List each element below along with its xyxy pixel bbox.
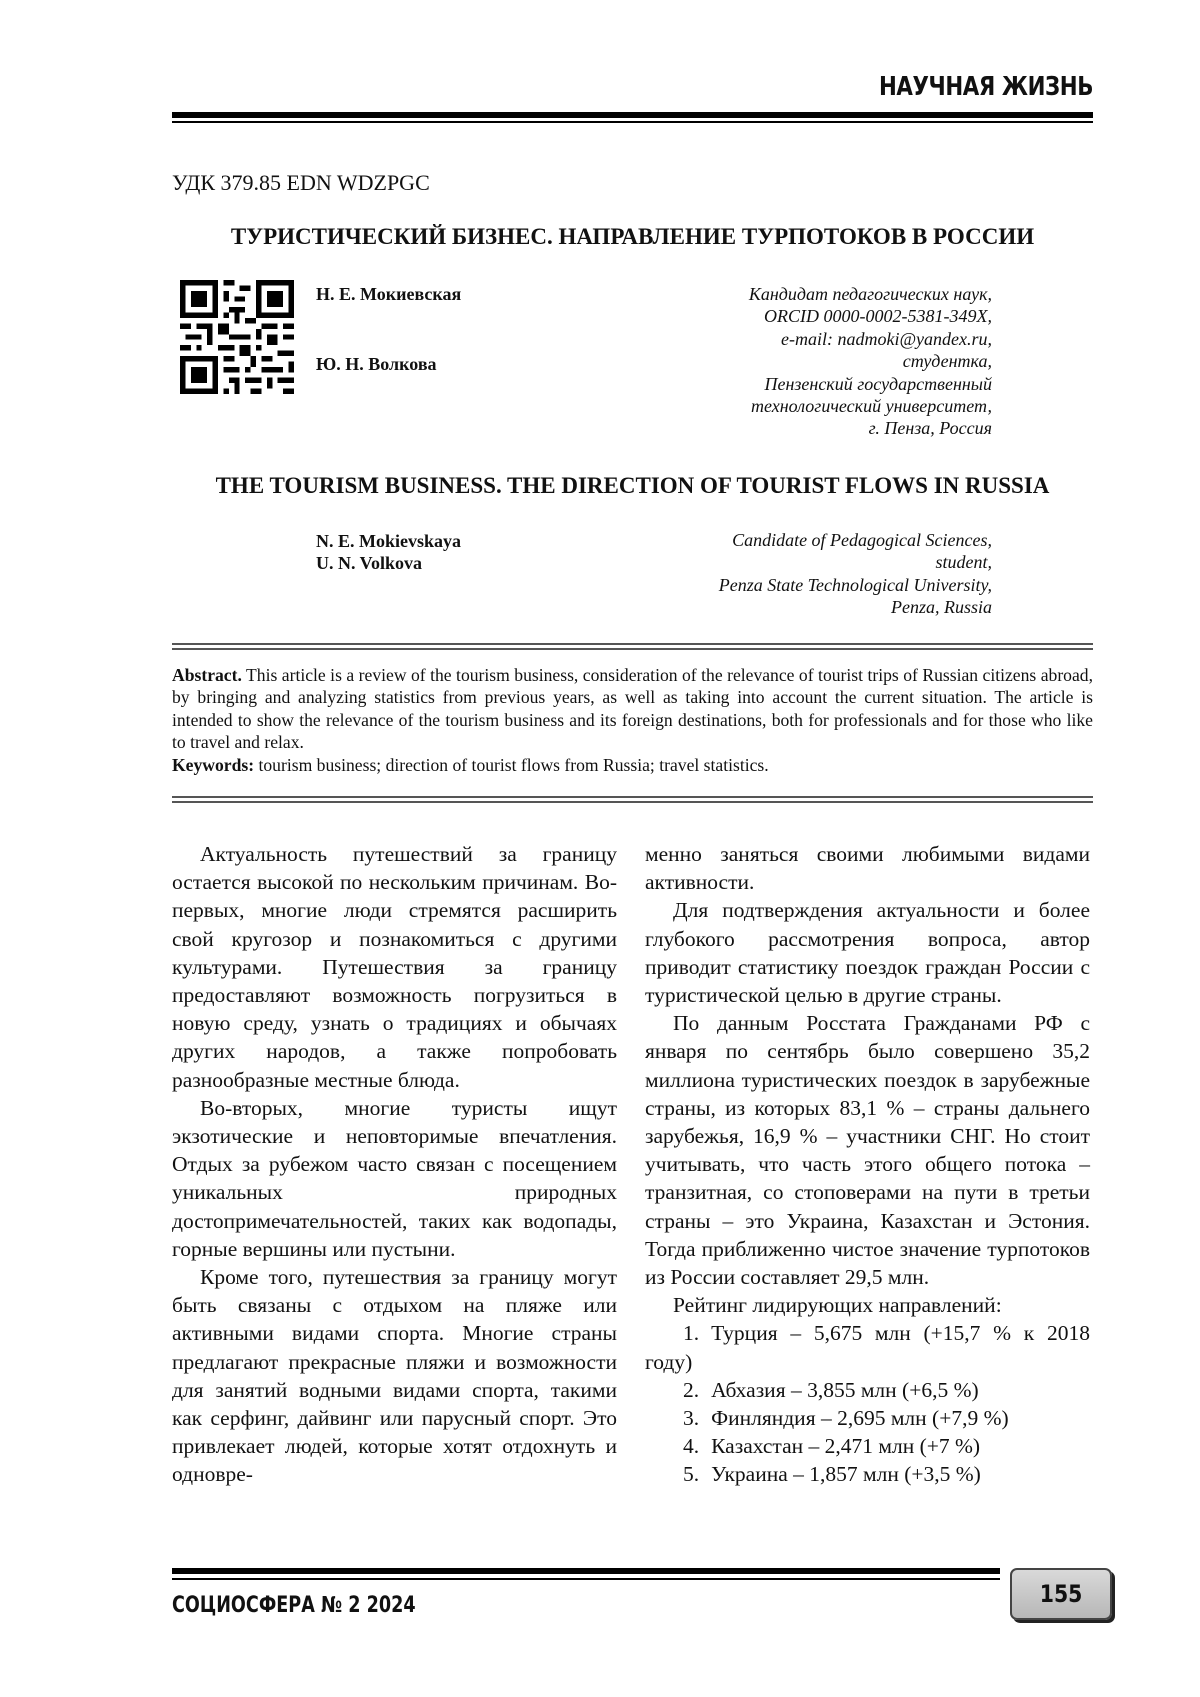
header-rule xyxy=(172,112,1093,118)
affiliation-line: ORCID 0000-0002-5381-349X, xyxy=(764,306,992,327)
author-2-ru: Ю. Н. Волкова xyxy=(316,354,437,374)
list-item xyxy=(645,1404,1090,1432)
keywords-text: tourism business; direction of tourist flows from Russia; travel statistics. xyxy=(258,754,769,775)
section-title: НАУЧНАЯ ЖИЗНЬ xyxy=(878,72,1093,102)
paragraph: По данным Росстата Гражданами РФ с января по сентябрь было совершено 35,2 миллиона туристических поездок в зарубежные страны, из которых 83,1 % – страны дальнего зарубежья, 16,9 % – участники СНГ. Но стоит учитывать, что часть этого общего потока – транзитная, со стоповерами на пути в третьи страны – это Украина, Казахстан и Эстония. Тогда приближенно чистое значение турпотоков из России составляет 29,5 млн. xyxy=(645,1011,1090,1290)
list-number: 4. xyxy=(683,1434,700,1459)
list-text: Украина – 1,857 млн (+3,5 %) xyxy=(711,1462,981,1487)
affiliation-line: Penza State Technological University, xyxy=(718,574,992,595)
affiliation-english xyxy=(719,529,992,619)
affiliation-line: г. Пенза, Россия xyxy=(868,418,992,439)
affiliation-line: e-mail: nadmoki@yandex.ru, xyxy=(781,328,992,349)
paragraph: Рейтинг лидирующих направлений: xyxy=(673,1293,1002,1318)
abstract-bottom-rule xyxy=(172,796,1093,803)
list-item xyxy=(645,1460,1090,1488)
body-column-left xyxy=(172,840,617,1489)
list-number: 1. xyxy=(683,1321,700,1346)
abstract-block xyxy=(172,664,1093,776)
footer-rule-thin xyxy=(172,1578,1000,1580)
list-item xyxy=(645,1319,1090,1375)
list-number: 2. xyxy=(683,1377,700,1402)
affiliation-line: Candidate of Pedagogical Sciences, xyxy=(732,530,992,550)
paragraph: Кроме того, путешествия за границу могут быть связаны с отдыхом на пляже или активными видами спорта. Многие страны предлагают прекрасные пляжи и возможности для занятий водными видами спорта, такими как серфинг, дайвинг или парусный спорт. Это привлекает людей, которые хотят отдохнуть и одновре- xyxy=(172,1265,617,1487)
journal-issue: СОЦИОСФЕРА № 2 2024 xyxy=(172,1593,416,1618)
affiliation-line: студентка, xyxy=(902,351,992,372)
list-text: Финляндия – 2,695 млн (+7,9 %) xyxy=(711,1406,1009,1431)
author-1-ru: Н. Е. Мокиевская xyxy=(316,284,462,304)
footer-rule xyxy=(172,1568,1000,1574)
affiliation-line: Penza, Russia xyxy=(891,597,992,618)
page-number-badge xyxy=(1010,1568,1112,1620)
paragraph: Для подтверждения актуальности и более глубокого рассмотрения вопроса, автор приводит статистику поездок граждан России с туристической целью в другие страны. xyxy=(645,898,1090,1008)
page-number: 155 xyxy=(1039,1580,1083,1608)
affiliation-line: student, xyxy=(935,552,992,573)
ranking-list xyxy=(645,1319,1090,1488)
list-item xyxy=(645,1432,1090,1460)
affiliation-line: Пензенский государственный xyxy=(764,373,992,394)
list-item xyxy=(645,1376,1090,1404)
title-english: THE TOURISM BUSINESS. THE DIRECTION OF TOURIST FLOWS IN RUSSIA xyxy=(215,473,1050,498)
qr-code-icon xyxy=(180,280,294,394)
author-2-en: U. N. Volkova xyxy=(316,553,423,573)
list-text: Турция – 5,675 млн (+15,7 % к 2018 году) xyxy=(645,1321,1090,1374)
abstract-label: Abstract. xyxy=(172,665,242,685)
title-russian: ТУРИСТИЧЕСКИЙ БИЗНЕС. НАПРАВЛЕНИЕ ТУРПОТОКОВ В РОССИИ xyxy=(230,224,1035,249)
abstract-top-rule xyxy=(172,643,1093,650)
body-column-right xyxy=(645,840,1090,1489)
author-1-en: N. E. Mokievskaya xyxy=(316,531,462,551)
udk-code: УДК 379.85 EDN WDZPGC xyxy=(172,170,430,195)
paragraph-continuation: менно заняться своими любимыми видами активности. xyxy=(645,842,1090,895)
list-number: 3. xyxy=(683,1406,700,1431)
affiliation-russian xyxy=(749,283,992,440)
list-text: Казахстан – 2,471 млн (+7 %) xyxy=(711,1434,981,1459)
affiliation-line: Кандидат педагогических наук, xyxy=(748,284,992,304)
affiliation-line: технологический университет, xyxy=(751,396,992,417)
list-number: 5. xyxy=(683,1462,700,1487)
abstract-paragraph xyxy=(172,664,1093,754)
abstract-text: This article is a review of the tourism business, consideration of the relevance of tourist trips of Russian citizens abroad, by bringing and analyzing statistics from previous years, as well as taking into account the current situation. The article is intended to show the relevance of the tourism business and its foreign destinations, both for professionals and for those who like to travel and relax. xyxy=(172,665,1093,753)
paragraph: Во-вторых, многие туристы ищут экзотические и неповторимые впечатления. Отдых за рубежом часто связан с посещением уникальных природных достопримечательностей, таких как водопады, горные вершины или пустыни. xyxy=(172,1095,617,1261)
paragraph: Актуальность путешествий за границу остается высокой по нескольким причинам. Во-первых, многие люди стремятся расширить свой кругозор и познакомиться с другими культурами. Путешествия за границу предоставляют возможность погрузиться в новую среду, узнать о традициях и обычаях других народов, а также попробовать разнообразные местные блюда. xyxy=(172,842,617,1092)
keywords-label: Keywords: xyxy=(172,754,255,775)
header-rule-thin xyxy=(172,121,1093,123)
list-text: Абхазия – 3,855 млн (+6,5 %) xyxy=(711,1377,979,1402)
keywords-paragraph xyxy=(172,754,1093,776)
